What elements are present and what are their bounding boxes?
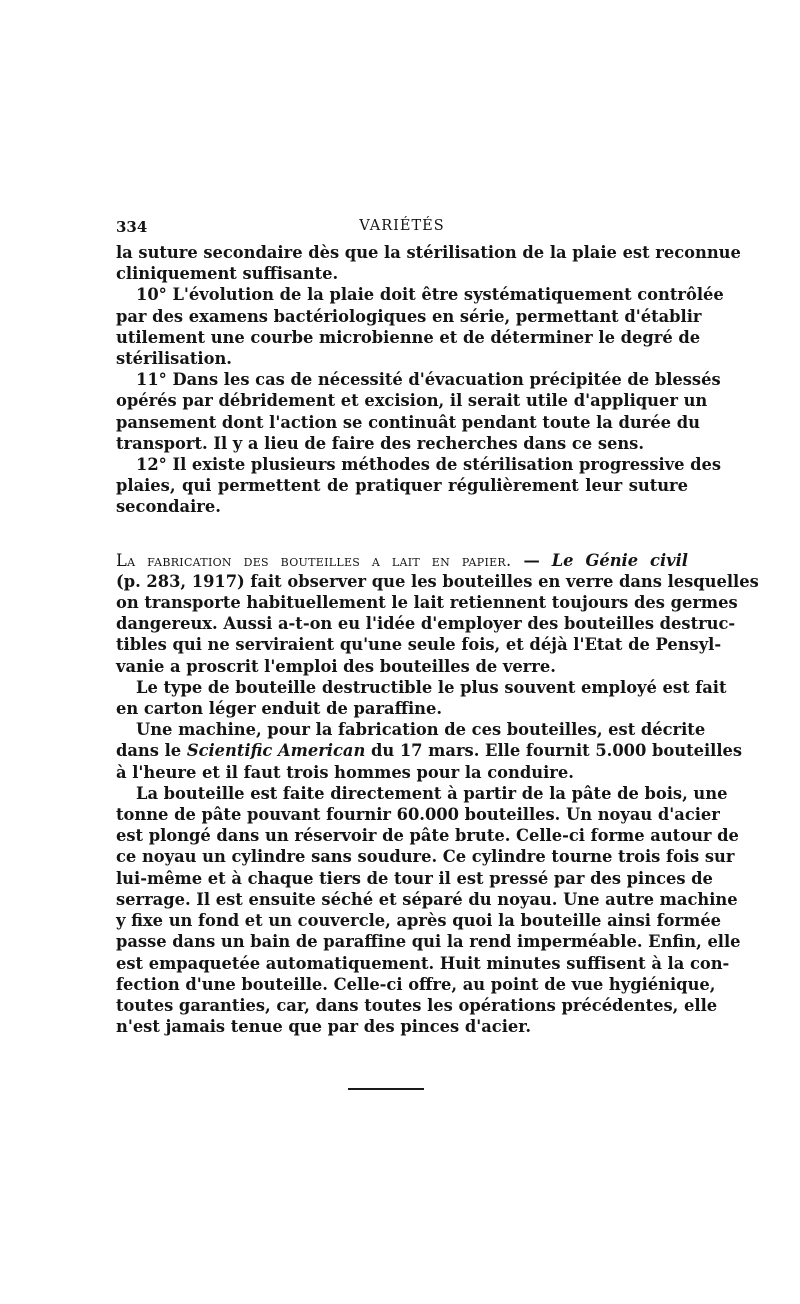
text-line: serrage. Il est ensuite séché et séparé du noyau. Une autre machine <box>116 889 738 909</box>
text-line: fection d'une bouteille. Celle-ci offre, au point de vue hygiénique, <box>116 974 716 994</box>
text-line: par des examens bactériologiques en série, permettant d'établir <box>116 306 702 326</box>
text-line: Une machine, pour la fabrication de ces bouteilles, est décrite <box>136 720 706 740</box>
text-line: dangereux. Aussi a-t-on eu l'idée d'employer des bouteilles destruc- <box>116 614 736 634</box>
text-line: La bouteille est faite directement à partir de la pâte de bois, une <box>136 783 728 803</box>
article-heading: La fabrication des bouteilles a lait en papier. <box>116 550 512 570</box>
journal-name: Le Génie civil <box>551 550 688 570</box>
article-first-line <box>116 550 688 571</box>
text-line: n'est jamais tenue que par des pinces d'acier. <box>116 1017 531 1037</box>
text-line: ce noyau un cylindre sans soudure. Ce cylindre tourne trois fois sur <box>116 847 735 867</box>
text-line: opérés par débridement et excision, il serait utile d'appliquer un <box>116 391 708 411</box>
text-line: cliniquement suffisante. <box>116 264 339 284</box>
text-line-with-italic <box>116 740 743 761</box>
recommendations-section <box>116 242 741 518</box>
running-header <box>116 214 688 242</box>
text-line: on transporte habituellement le lait retiennent toujours des germes <box>116 593 738 613</box>
text-line: vanie a proscrit l'emploi des bouteilles de verre. <box>116 656 556 676</box>
text-line: en carton léger enduit de paraffine. <box>116 699 442 719</box>
text-line: pansement dont l'action se continuât pendant toute la durée du <box>116 412 700 432</box>
text-line: transport. Il y a lieu de faire des recherches dans ce sens. <box>116 433 645 453</box>
text-line: tonne de pâte pouvant fournir 60.000 bouteilles. Un noyau d'acier <box>116 805 720 825</box>
text-line: (p. 283, 1917) fait observer que les bouteilles en verre dans lesquelles <box>116 571 759 591</box>
section-title: VARIÉTÉS <box>359 218 445 234</box>
text-line: Le type de bouteille destructible le plus souvent employé est fait <box>136 677 727 697</box>
text-line: toutes garanties, car, dans toutes les opérations précédentes, elle <box>116 995 718 1015</box>
article-dash: — <box>511 550 552 570</box>
text-line: lui-même et à chaque tiers de tour il est pressé par des pinces de <box>116 868 713 888</box>
text-line: la suture secondaire dès que la stérilisation de la plaie est reconnue <box>116 243 741 262</box>
page-number: 334 <box>116 218 148 236</box>
text-line: passe dans un bain de paraffine qui la rend imperméable. Enfin, elle <box>116 932 741 952</box>
text-fragment: du 17 mars. Elle fournit 5.000 bouteilles <box>370 741 743 761</box>
text-line: utilement une courbe microbienne et de déterminer le degré de <box>116 327 701 347</box>
text-line: 12° Il existe plusieurs méthodes de stérilisation progressive des <box>136 455 722 475</box>
text-line: à l'heure et il faut trois hommes pour la conduire. <box>116 762 574 782</box>
text-line: plaies, qui permettent de pratiquer régulièrement leur suture <box>116 476 688 496</box>
section-gap <box>116 518 688 550</box>
text-line: secondaire. <box>116 497 221 517</box>
document-page <box>116 214 759 1037</box>
magazine-name: Scientific American <box>186 741 366 761</box>
text-line: y fixe un fond et un couvercle, après quoi la bouteille ainsi formée <box>116 911 722 931</box>
text-line: est plongé dans un réservoir de pâte brute. Celle-ci forme autour de <box>116 826 739 846</box>
text-line: 11° Dans les cas de nécessité d'évacuation précipitée de blessés <box>136 370 721 390</box>
text-fragment: dans le <box>116 741 182 761</box>
text-line: tibles qui ne serviraient qu'une seule fois, et déjà l'Etat de Pensyl- <box>116 635 722 655</box>
end-rule <box>348 1088 424 1090</box>
text-line: stérilisation. <box>116 349 232 369</box>
text-line: 10° L'évolution de la plaie doit être systématiquement contrôlée <box>136 285 724 305</box>
text-line: est empaquetée automatiquement. Huit minutes suffisent à la con- <box>116 953 730 973</box>
milk-bottle-article <box>116 550 759 1038</box>
